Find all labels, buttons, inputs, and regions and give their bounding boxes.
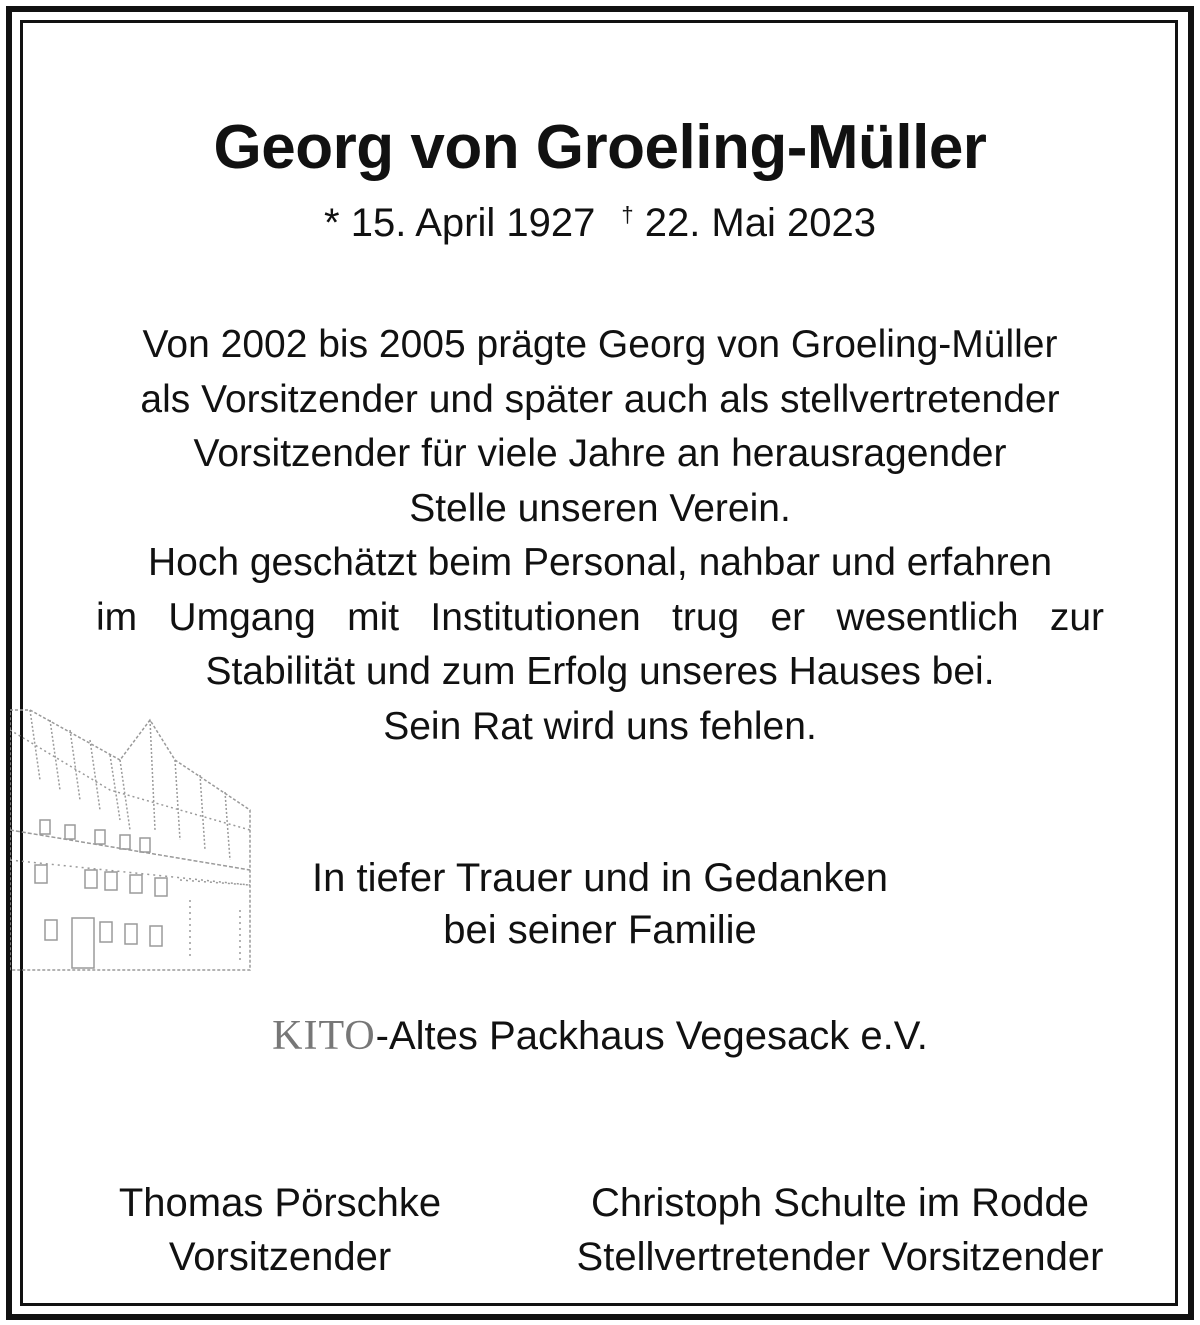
life-dates [0,198,1200,254]
death-symbol: † [621,202,634,227]
organization [0,1008,1200,1064]
death-date: 22. Mai 2023 [644,201,876,245]
tribute-line: Hoch geschätzt beim Personal, nahbar und erfahren [147,541,1053,584]
signatory-role: Vorsitzender [168,1235,392,1279]
signatory-name: Thomas Pörschke [118,1181,442,1225]
signatory-right [540,1176,1140,1284]
tribute-line: Sein Rat wird uns fehlen. [383,704,817,748]
org-logo: KITO [272,1013,376,1059]
mourning-message [0,852,1200,956]
mourning-line-1: In tiefer Trauer und in Gedanken [312,856,888,900]
tribute-line: Von 2002 bis 2005 prägte Georg von Groeling-Müller [142,323,1058,366]
signatory-left [70,1176,490,1284]
tribute-line: im Umgang mit Institutionen trug er wesentlich zur [96,595,1104,639]
tribute-text [0,318,1200,754]
org-name: -Altes Packhaus Vegesack e.V. [375,1014,928,1058]
tribute-line: Stabilität und zum Erfolg unseres Hauses bei. [205,650,995,693]
deceased-name: Georg von Groeling-Müller [213,113,987,182]
signatory-role: Stellvertretender Vorsitzender [576,1235,1104,1279]
birth-date: * 15. April 1927 [324,201,596,245]
signatory-name: Christoph Schulte im Rodde [590,1181,1090,1225]
tribute-line: als Vorsitzender und später auch als stellvertretender [140,377,1060,421]
tribute-line: Vorsitzender für viele Jahre an herausragender [193,432,1007,475]
tribute-line: Stelle unseren Verein. [409,486,791,530]
mourning-line-2: bei seiner Familie [443,908,757,952]
